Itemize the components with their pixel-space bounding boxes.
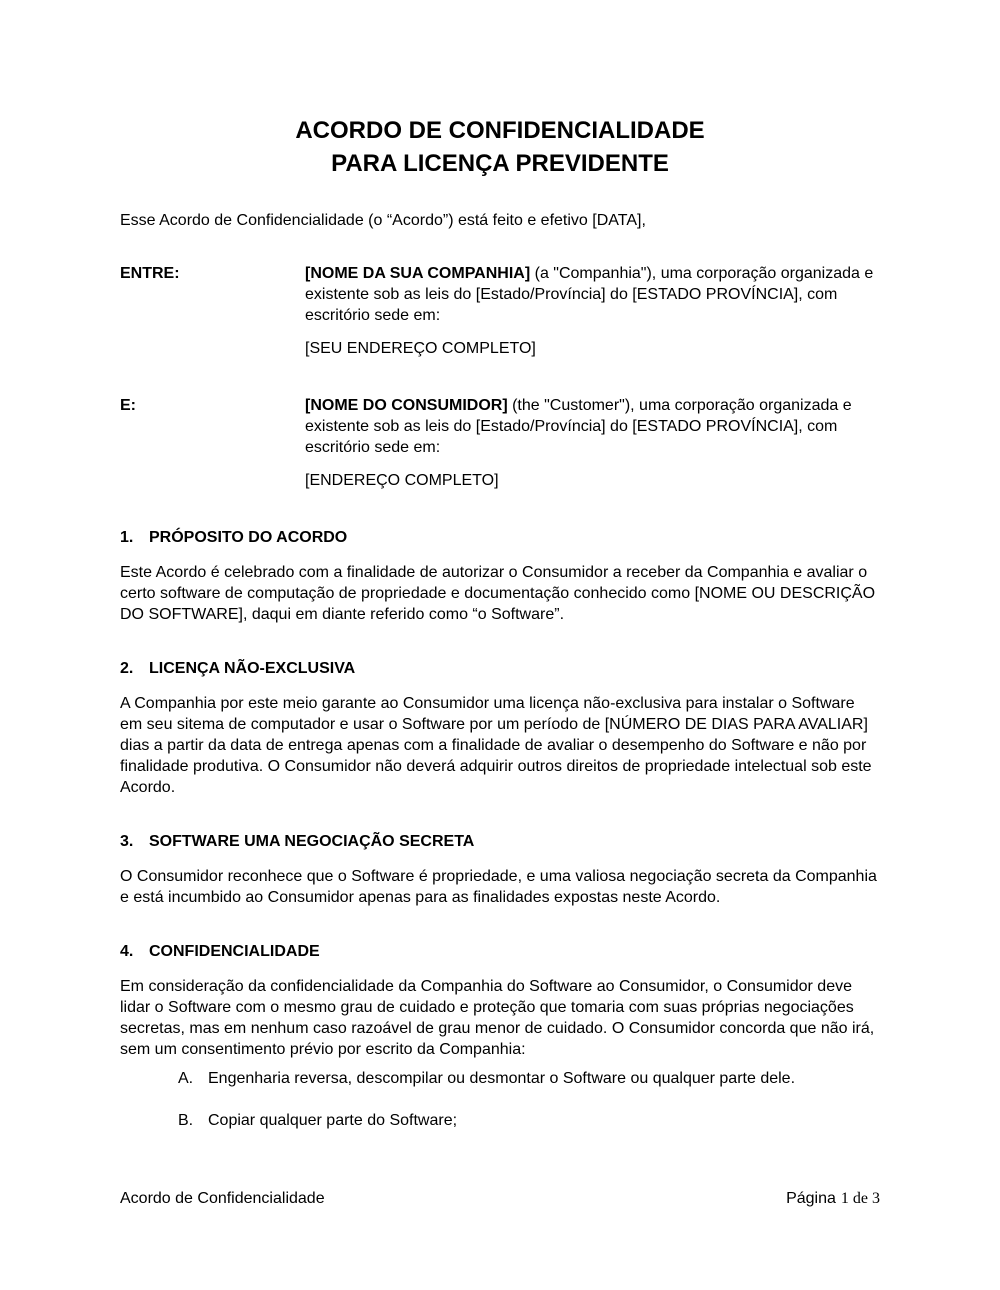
company-name-placeholder: [NOME DA SUA COMPANHIA] <box>305 265 531 282</box>
section-2-body: A Companhia por este meio garante ao Consumidor uma licença não-exclusiva para instalar o Software em seu sitema de computador e usar o Software por um período de [NÚMERO DE DIAS PARA AVALIAR] dias a partir da data de entrega apenas com a finalidade de avaliar o desempenho do Software e não por finalidade produtiva. O Consumidor não deverá adquirir outros direitos de propriedade intelectual sob este Acordo. <box>120 695 872 796</box>
section-1-heading <box>120 527 880 548</box>
list-item-a <box>178 1068 880 1089</box>
section-4-body: Em consideração da confidencialidade da Companhia do Software ao Consumidor, o Consumidor deve lidar o Software com o mesmo grau de cuidado e proteção que tomaria com suas próprias negociações secretas, mas em nenhum caso razoável de grau menor de cuidado. O Consumidor concorda que não irá, sem um consentimento prévio por escrito da Companhia: <box>120 978 875 1058</box>
party-e-row <box>120 395 880 458</box>
section-2-number: 2. <box>120 660 134 677</box>
section-3-heading <box>120 831 880 852</box>
section-1 <box>120 527 880 625</box>
party-e-label: E: <box>120 397 136 414</box>
footer-page-label: Página <box>786 1190 836 1207</box>
page-title <box>120 114 880 180</box>
party-entre-body <box>305 263 880 326</box>
section-4-heading <box>120 941 880 962</box>
page-footer <box>120 1188 880 1209</box>
page-title-line-1: ACORDO DE CONFIDENCIALIDADE <box>295 117 705 144</box>
section-3-heading-text: SOFTWARE UMA NEGOCIAÇÃO SECRETA <box>149 833 475 850</box>
party-e-body-rest: (the "Customer"), uma corporação organizada e existente sob as leis do [Estado/Província] do [ESTADO PROVÍNCIA], com escritório sede em: <box>305 397 852 456</box>
footer-document-name: Acordo de Confidencialidade <box>120 1190 325 1207</box>
list-item-a-label: A. <box>178 1070 194 1087</box>
section-3-number: 3. <box>120 833 134 850</box>
party-entre-label: ENTRE: <box>120 265 180 282</box>
section-2-heading-text: LICENÇA NÃO-EXCLUSIVA <box>149 660 356 677</box>
page-title-line-2: PARA LICENÇA PREVIDENTE <box>331 150 669 177</box>
section-4 <box>120 941 880 1131</box>
customer-address-placeholder: [ENDEREÇO COMPLETO] <box>305 472 499 489</box>
section-3 <box>120 831 880 908</box>
list-item-b <box>178 1110 880 1131</box>
party-entre-row <box>120 263 880 326</box>
intro-paragraph: Esse Acordo de Confidencialidade (o “Acordo”) está feito e efetivo [DATA], <box>120 212 646 229</box>
section-2 <box>120 658 880 798</box>
section-4-number: 4. <box>120 943 134 960</box>
section-4-heading-text: CONFIDENCIALIDADE <box>149 943 320 960</box>
customer-name-placeholder: [NOME DO CONSUMIDOR] <box>305 397 508 414</box>
section-3-body: O Consumidor reconhece que o Software é propriedade, e uma valiosa negociação secreta da Companhia e está incumbido ao Consumidor apenas para as finalidades expostas neste Acordo. <box>120 868 877 906</box>
section-4-list <box>120 1068 880 1131</box>
company-address-placeholder: [SEU ENDEREÇO COMPLETO] <box>305 340 536 357</box>
footer-page-number: 1 de 3 <box>840 1190 880 1207</box>
list-item-a-text: Engenharia reversa, descompilar ou desmontar o Software ou qualquer parte dele. <box>208 1070 796 1087</box>
party-entre-body-rest: (a "Companhia"), uma corporação organizada e existente sob as leis do [Estado/Província] do [ESTADO PROVÍNCIA], com escritório sede em: <box>305 265 874 324</box>
section-1-heading-text: PRÓPOSITO DO ACORDO <box>149 529 348 546</box>
section-1-number: 1. <box>120 529 134 546</box>
list-item-b-label: B. <box>178 1112 194 1129</box>
party-e-body <box>305 395 880 458</box>
section-1-body: Este Acordo é celebrado com a finalidade de autorizar o Consumidor a receber da Companhia e avaliar o certo software de computação de propriedade e documentação conhecido como [NOME OU DESCRIÇÃO DO SOFTWARE], daqui em diante referido como “o Software”. <box>120 564 876 623</box>
section-2-heading <box>120 658 880 679</box>
list-item-b-text: Copiar qualquer parte do Software; <box>208 1112 458 1129</box>
footer-page-indicator <box>786 1188 880 1209</box>
